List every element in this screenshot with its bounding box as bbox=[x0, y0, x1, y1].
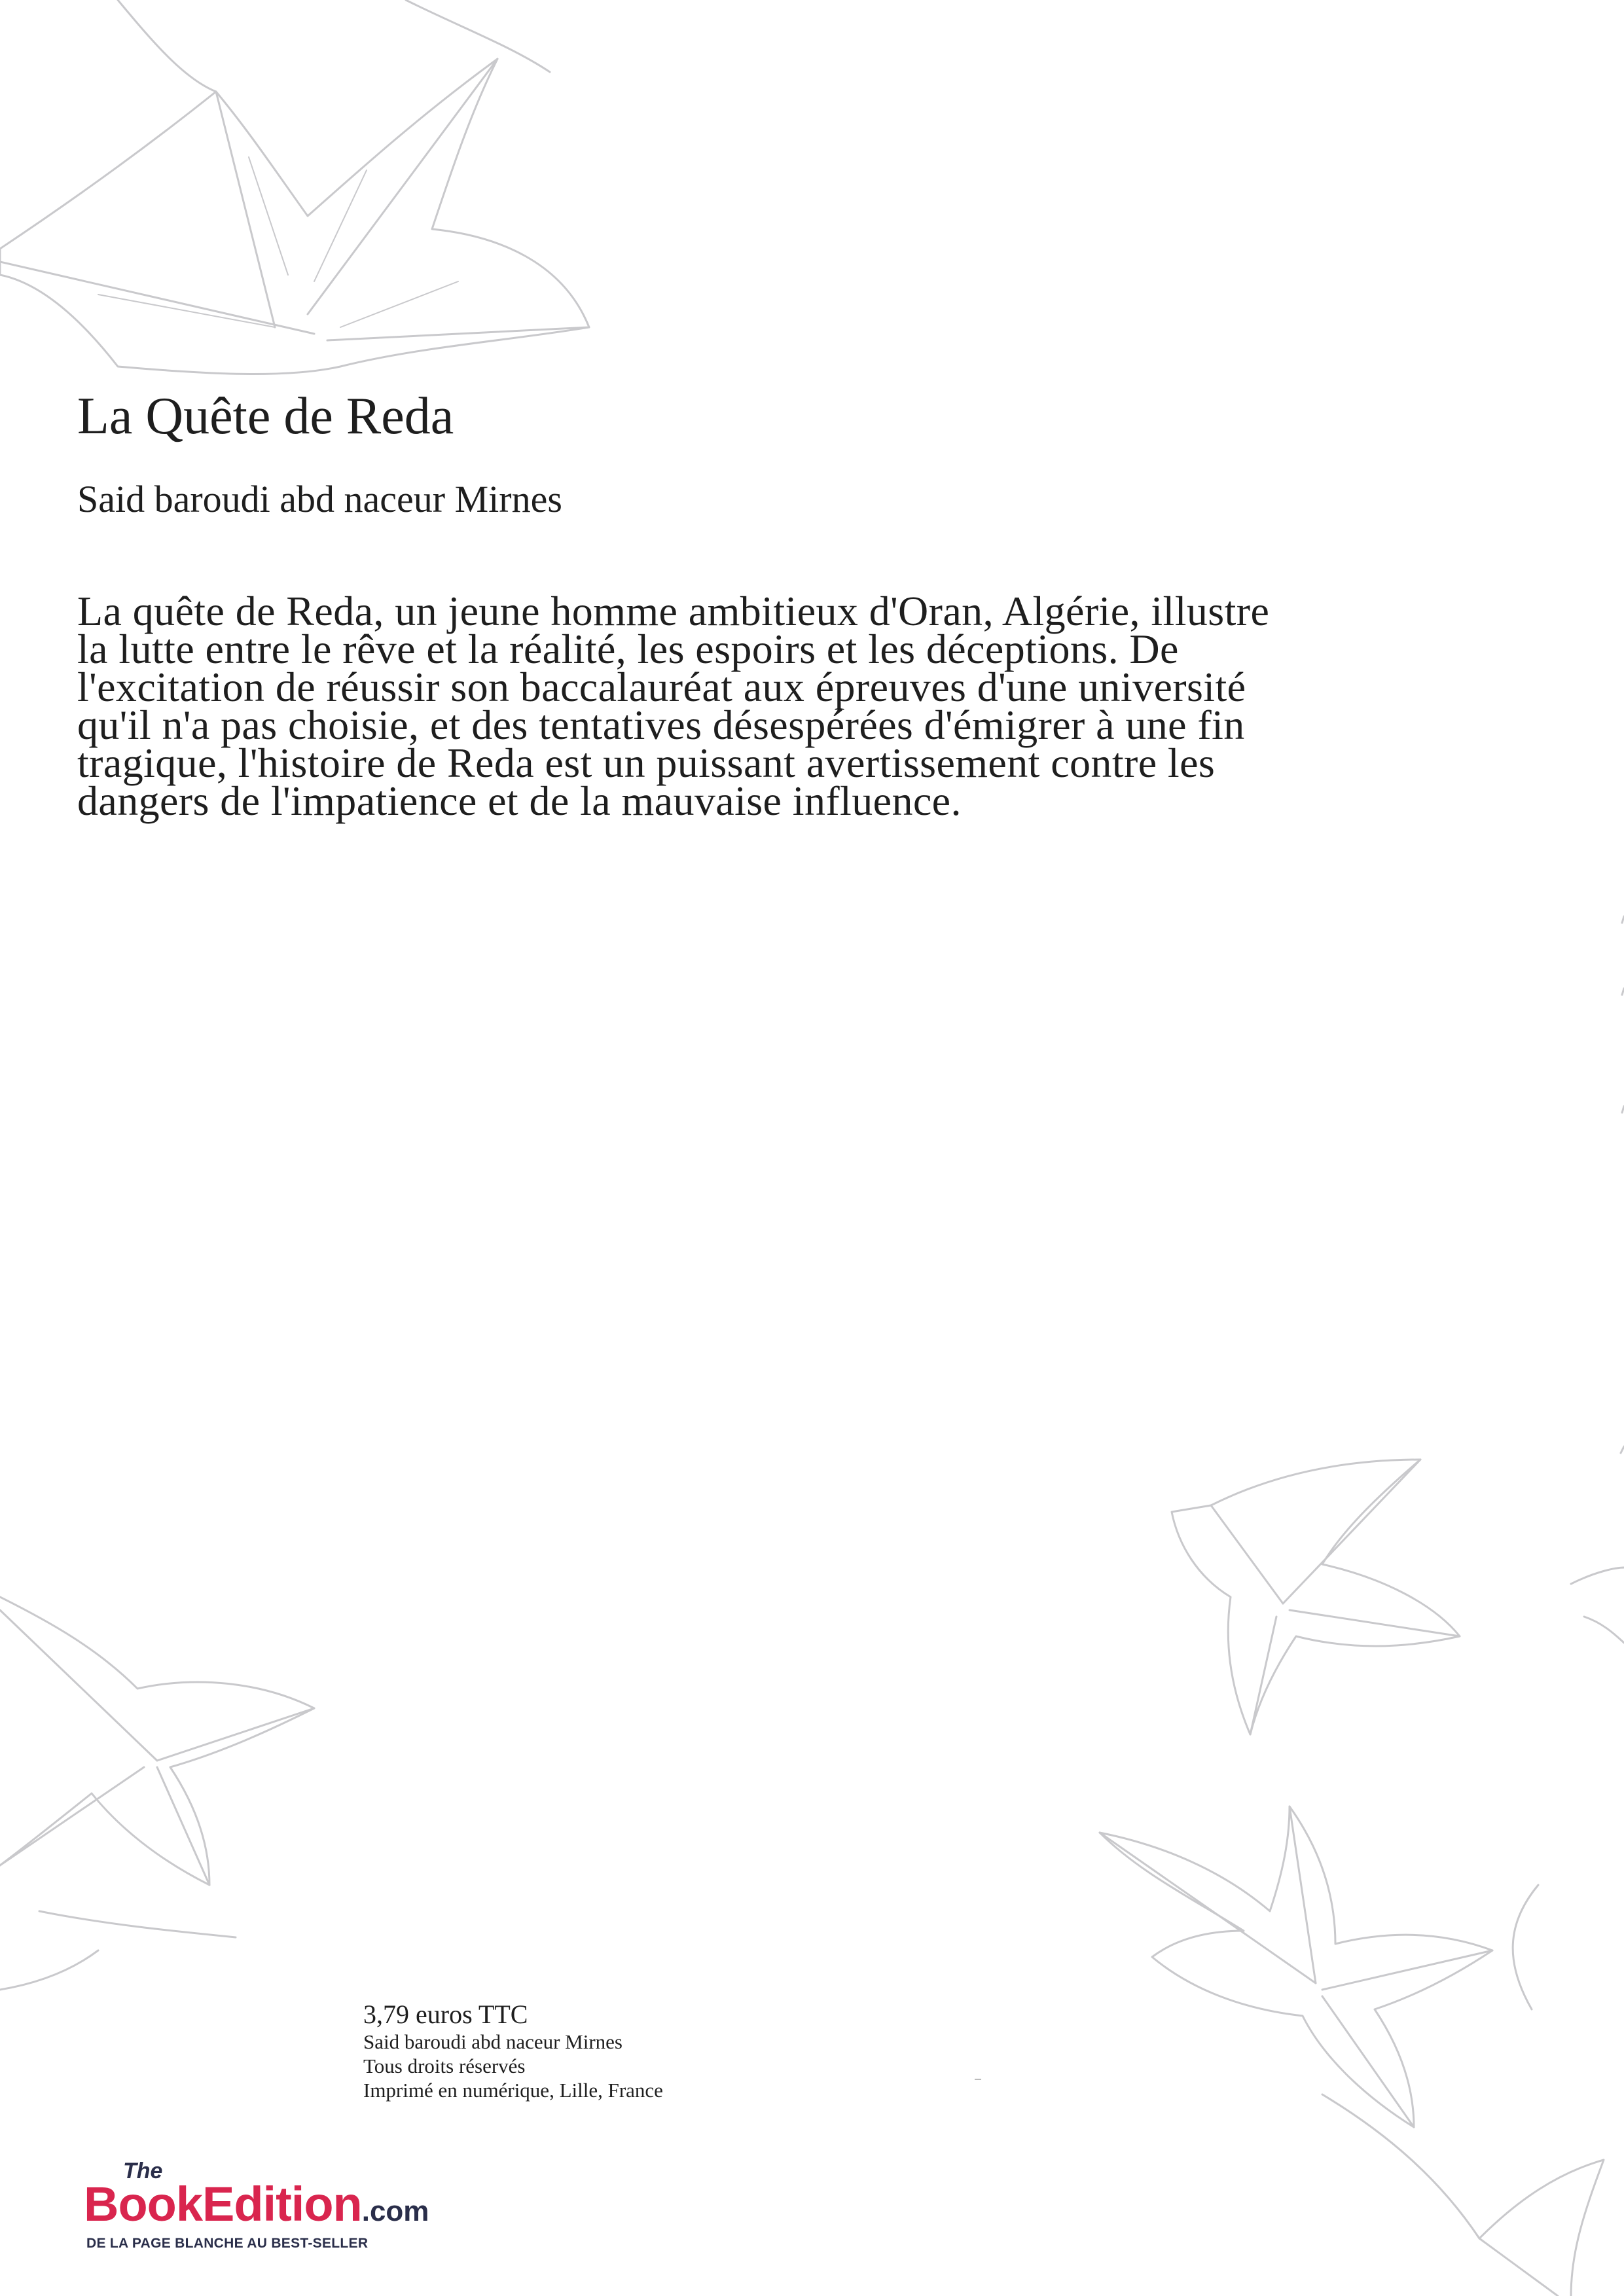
logo-domain: .com bbox=[361, 2195, 429, 2227]
maple-leaf-sketch-icon bbox=[1172, 1460, 1624, 1734]
book-summary: La quête de Reda, un jeune homme ambitieux d'Oran, Algérie, illustre la lutte entre le rêve et la réalité, les espoirs et les déceptions. De l'excitation de réussir son baccalauréat aux épreuves d'une université qu'il n'a pas choisie, et des tentatives désespérées d'émigrer à une fin tragique, l'histoire de Reda est un puissant avertissement contre les dangers de l'impatience et de la mauvaise influence. bbox=[77, 588, 1270, 824]
book-author: Said baroudi abd naceur Mirnes bbox=[77, 478, 562, 520]
book-title: La Quête de Reda bbox=[77, 387, 454, 445]
logo-the: The bbox=[123, 2159, 163, 2183]
colophon-author: Said baroudi abd naceur Mirnes bbox=[363, 2030, 623, 2053]
logo-tagline: DE LA PAGE BLANCHE AU BEST-SELLER bbox=[86, 2236, 369, 2251]
price-text: 3,79 euros TTC bbox=[363, 2000, 528, 2029]
maple-leaf-sketch-icon bbox=[1100, 1806, 1604, 2296]
rights-text: Tous droits réservés bbox=[363, 2054, 526, 2077]
logo-brand bbox=[84, 2178, 429, 2238]
maple-leaf-sketch-icon bbox=[0, 1597, 314, 1990]
maple-leaf-sketch-icon bbox=[0, 0, 589, 374]
logo-brand-name: BookEdition bbox=[84, 2177, 362, 2231]
colophon bbox=[363, 2000, 1018, 2102]
small-dash-mark bbox=[975, 2079, 981, 2080]
bookedition-logo bbox=[84, 2159, 490, 2257]
printing-info: Imprimé en numérique, Lille, France bbox=[363, 2079, 663, 2102]
